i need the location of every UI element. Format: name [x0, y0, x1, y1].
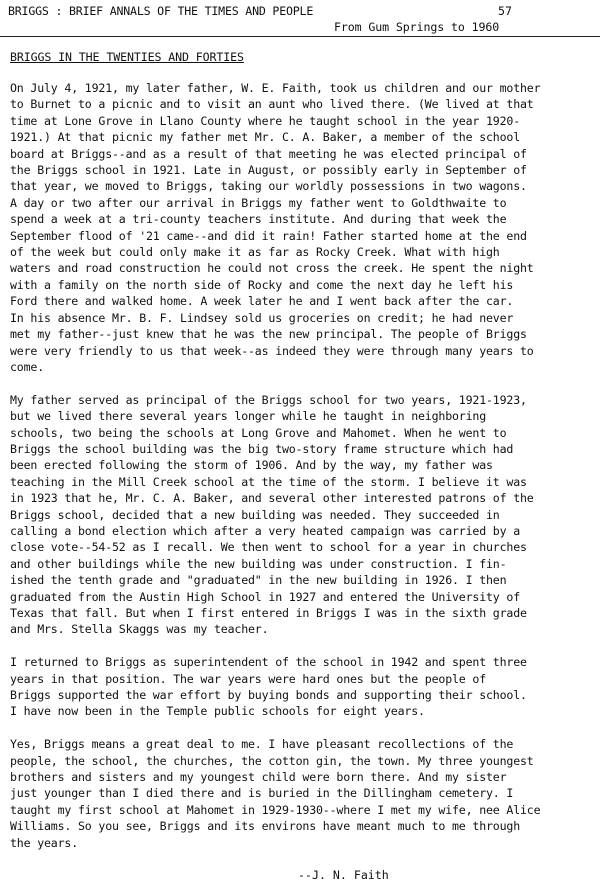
- paragraph-1: On July 4, 1921, my later father, W. E. Faith, took us children and our mother to Burnet to a picnic and to visit an aunt who lived there. (We lived at that time at Lone Grove in Llano County where he taught school in the year 1920- 1921.) At that picnic my father met Mr. C. A. Baker, a member of the school board at Briggs--and as a result of that meeting he was elected principal of the Briggs school in 1921. Late in August, or possibly early in September of that year, we moved to Briggs, taking our worldly possessions in two wagons. A day or two after our arrival in Briggs my father went to Goldthwaite to spend a week at a tri-county teachers institute. And during that week the September flood of '21 came--and did it rain! Father started home at the end of the week but could only make it as far as Rocky Creek. What with high waters and road construction he could not cross the creek. He spent the night with a family on the north side of Rocky and come the next day he left his Ford there and walked home. A week later he and I went back after the car. In his absence Mr. B. F. Lindsey sold us groceries on credit; he had never met my father--just knew that he was the new principal. The people of Briggs were very friendly to us that week--as indeed they were through many years to come.: [10, 81, 541, 374]
- section-title: BRIGGS IN THE TWENTIES AND FORTIES: [10, 50, 244, 64]
- article-body: [10, 80, 590, 884]
- running-header-subtitle: From Gum Springs to 1960: [334, 20, 500, 34]
- signature: --J. N. Faith: [298, 868, 389, 883]
- running-header-title: BRIGGS : BRIEF ANNALS OF THE TIMES AND PEOPLE: [8, 4, 314, 18]
- paragraph-3: I returned to Briggs as superintendent of the school in 1942 and spent three years in that position. The war years were hard ones but the people of Briggs supported the war effort by buying bonds and supporting their school. I have now been in the Temple public schools for eight years.: [10, 655, 527, 719]
- paragraph-2: My father served as principal of the Briggs school for two years, 1921-1923, but we lived there several years longer while he taught in neighboring schools, two being the schools at Long Grove and Mahomet. When he went to Briggs the school building was the big two-story frame structure which had been erected following the storm of 1906. And by the way, my father was teaching in the Mill Creek school at the time of the storm. I believe it was in 1923 that he, Mr. C. A. Baker, and several other interested patrons of the Briggs school, decided that a new building was needed. They succeeded in calling a bond election which after a very heated campaign was carried by a close vote--54-52 as I recall. We then went to school for a year in churches and other buildings while the new building was under construction. I fin- ished the tenth grade and "graduated" in the new building in 1926. I then graduated from the Austin High School in 1927 and entered the University of Texas that fall. But when I first entered in Briggs I was in the sixth grade and Mrs. Stella Skaggs was my teacher.: [10, 392, 534, 637]
- page-number: 57: [498, 4, 512, 18]
- paragraph-4: Yes, Briggs means a great deal to me. I have pleasant recollections of the people, the school, the churches, the cotton gin, the town. My three youngest brothers and sisters and my youngest child were born there. And my sister just younger than I died there and is buried in the Dillingham cemetery. I taught my first school at Mahomet in 1929-1930--where I met my wife, nee Alice Williams. So you see, Briggs and its environs have meant much to me through the years.: [10, 737, 541, 850]
- header-rule: [0, 36, 600, 37]
